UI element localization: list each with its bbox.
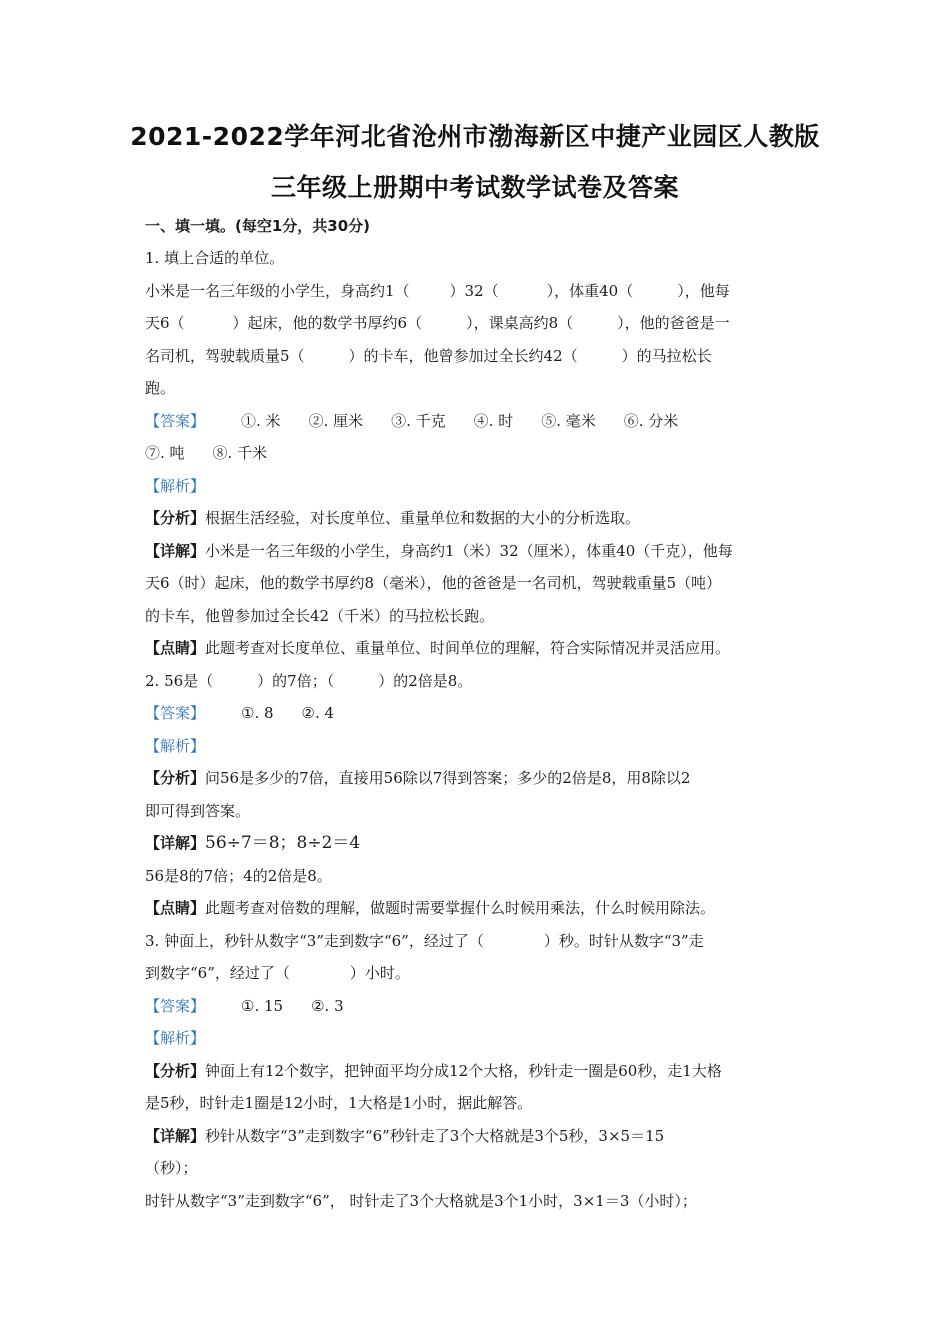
answer-item: ②. 厘米 <box>308 411 364 430</box>
section-heading: 一、填一填。(每空1分，共30分) <box>145 217 371 235</box>
q3-xiangjie: 【详解】秒针从数字“3”走到数字“6”秒针走了3个大格就是3个5秒，3×5＝15 <box>145 1126 665 1145</box>
answer-item: ⑧. 千米 <box>212 444 268 462</box>
q1-text-line: 小米是一名三年级的小学生，身高约1（ ）32（ ），体重40（ ），他每 <box>145 281 730 300</box>
answer-item: ⑦. 吨 <box>145 444 185 462</box>
q2-analysis-tag: 【解析】 <box>145 736 206 755</box>
q3-stem-cont: 到数字“6”，经过了（ ）小时。 <box>145 964 410 982</box>
q1-answer <box>145 405 810 438</box>
answer-item: ①. 15 <box>241 996 284 1015</box>
q1-dianjing: 【点睛】此题考查对长度单位、重量单位、时间单位的理解，符合实际情况并灵活应用。 <box>145 639 731 657</box>
q1-stem: 1. 填上合适的单位。 <box>145 249 285 267</box>
answer-item: ③. 千克 <box>391 411 446 430</box>
answer-item: ⑥. 分米 <box>623 411 679 430</box>
q1-analysis-tag: 【解析】 <box>145 476 206 495</box>
q3-stem: 3. 钟面上，秒针从数字“3”走到数字“6”，经过了（ ）秒。时针从数字“3”走 <box>145 931 704 950</box>
q3-xiangjie-cont: （秒）； <box>145 1159 198 1177</box>
doc-title-line2: 三年级上册期中考试数学试卷及答案 <box>270 173 679 202</box>
q1-text-line: 天6（ ）起床，他的数学书厚约6（ ），课桌高约8（ ），他的爸爸是一 <box>145 314 730 332</box>
q2-xiangjie-cont: 56是8的7倍；4的2倍是8。 <box>145 866 332 885</box>
answer-item: ④. 时 <box>473 411 514 430</box>
q1-fenxi: 【分析】根据生活经验，对长度单位、重量单位和数据的大小的分析选取。 <box>145 509 641 527</box>
q3-analysis-tag: 【解析】 <box>145 1029 206 1047</box>
answer-item: ②. 3 <box>311 996 344 1015</box>
q3-fenxi: 【分析】钟面上有12个数字，把钟面平均分成12个大格，秒针走一圈是60秒，走1大格 <box>145 1061 722 1080</box>
answer-tag: 【答案】 <box>145 411 206 430</box>
q2-fenxi: 【分析】问56是多少的7倍，直接用56除以7得到答案；多少的2倍是8，用8除以2 <box>145 769 691 787</box>
q3-fenxi-cont: 是5秒，时针走1圈是12小时，1大格是1小时，据此解答。 <box>145 1094 533 1112</box>
q2-stem: 2. 56是（ ）的7倍；（ ）的2倍是8。 <box>145 671 473 690</box>
q1-text-line: 名司机，驾驶载质量5（ ）的卡车，他曾参加过全长约42（ ）的马拉松长 <box>145 346 712 365</box>
q1-answer-cont <box>145 437 810 470</box>
q1-text-line: 跑。 <box>145 379 176 397</box>
answer-item: ⑤. 毫米 <box>541 411 596 430</box>
q2-xiangjie: 【详解】56÷7＝8；8÷2＝4 <box>145 833 361 853</box>
answer-item: ①. 8 <box>241 704 274 722</box>
q1-xiangjie-cont: 天6（时）起床，他的数学书厚约8（毫米），他的爸爸是一名司机，驾驶载重量5（吨） <box>145 574 722 592</box>
answer-item: ①. 米 <box>241 411 281 430</box>
q3-xiangjie-cont: 时针从数字“3”走到数字“6”， 时针走了3个大格就是3个1小时，3×1＝3（小时）； <box>145 1191 697 1210</box>
q2-fenxi-cont: 即可得到答案。 <box>145 801 251 820</box>
q3-answer: 【答案】 ①. 15 ②. 3 <box>145 990 810 1023</box>
q2-dianjing: 【点睛】此题考查对倍数的理解，做题时需要掌握什么时候用乘法，什么时候用除法。 <box>145 899 716 917</box>
q1-xiangjie: 【详解】小米是一名三年级的小学生，身高约1（米）32（厘米），体重40（千克），他每 <box>145 541 733 560</box>
document-body <box>145 242 810 1217</box>
doc-title-line1: 2021-2022学年河北省沧州市渤海新区中捷产业园区人教版 <box>130 122 820 151</box>
q2-answer: 【答案】 ①. 8 ②. 4 <box>145 697 810 730</box>
answer-item: ②. 4 <box>301 704 335 722</box>
q1-xiangjie-cont: 的卡车，他曾参加过全长42（千米）的马拉松长跑。 <box>145 606 495 625</box>
